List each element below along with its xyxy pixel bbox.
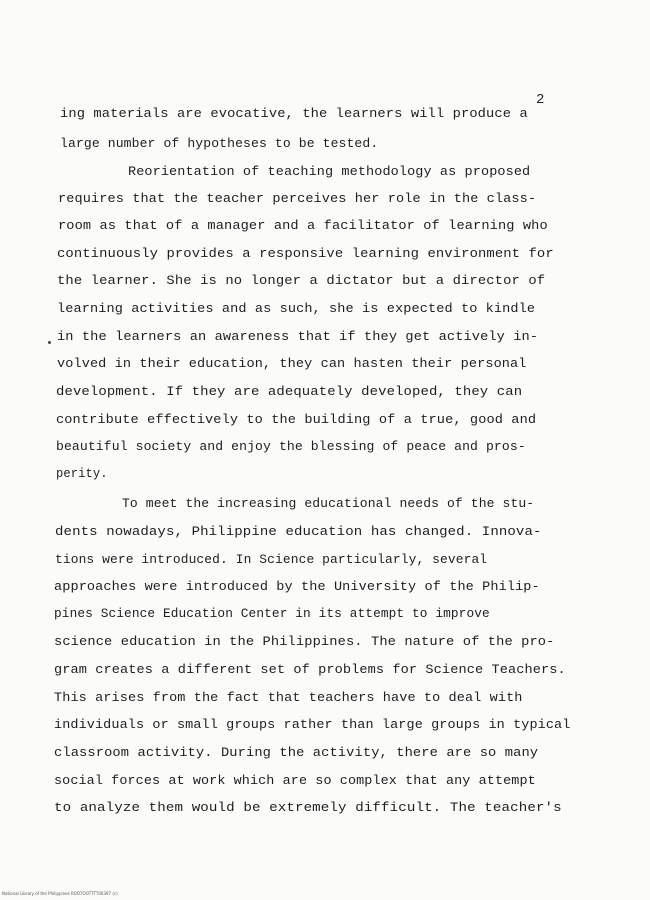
text-line: gram creates a different set of problems for Science Teachers. [54, 663, 566, 677]
library-footer: National Library of the Philippines ROOTOOTTTT00397 (c) [2, 891, 118, 896]
text-line: ing materials are evocative, the learners will produce a [60, 107, 528, 121]
text-line: requires that the teacher perceives her role in the class- [58, 192, 537, 206]
margin-speck [48, 341, 51, 344]
text-line: Reorientation of teaching methodology as proposed [128, 165, 531, 179]
page-number: 2 [536, 92, 545, 108]
text-line: approaches were introduced by the University of the Philip- [54, 580, 540, 594]
text-line: in the learners an awareness that if they get actively in- [57, 330, 539, 344]
text-line: to analyze them would be extremely difficult. The teacher's [54, 801, 562, 815]
text-line: continuously provides a responsive learning environment for [57, 247, 554, 261]
text-line: social forces at work which are so complex that any attempt [54, 774, 536, 788]
text-line: development. If they are adequately developed, they can [56, 385, 523, 399]
text-line: large number of hypotheses to be tested. [60, 137, 379, 151]
text-line: To meet the increasing educational needs of the stu- [122, 497, 535, 511]
text-line: contribute effectively to the building of a true, good and [56, 413, 537, 427]
text-line: classroom activity. During the activity, there are so many [54, 746, 539, 760]
text-line: tions were introduced. In Science particularly, several [55, 553, 488, 567]
text-line: This arises from the fact that teachers have to deal with [54, 691, 523, 705]
text-line: the learner. She is no longer a dictator but a director of [57, 274, 546, 288]
text-line: science education in the Philippines. The nature of the pro- [54, 635, 555, 649]
text-line: volved in their education, they can hasten their personal [57, 357, 527, 371]
text-line: room as that of a manager and a facilitator of learning who [58, 219, 548, 233]
text-line: learning activities and as such, she is expected to kindle [57, 302, 536, 316]
text-line: pines Science Education Center in its attempt to improve [54, 607, 490, 621]
text-line: individuals or small groups rather than large groups in typical [54, 718, 571, 732]
text-line: beautiful society and enjoy the blessing of peace and pros- [56, 440, 526, 454]
text-line: perity. [56, 467, 108, 481]
text-line: dents nowadays, Philippine education has changed. Innova- [55, 525, 542, 539]
